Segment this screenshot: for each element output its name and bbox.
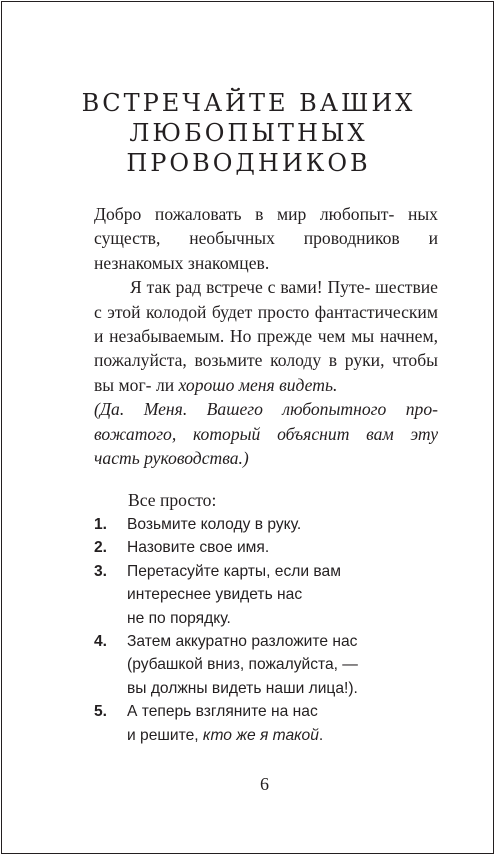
title-line: ЛЮБОПЫТНЫХ: [129, 119, 368, 147]
text-line: часть руководства.): [94, 448, 249, 469]
text-line: возьмите колоду в руки, чтобы вы мог-: [94, 350, 438, 395]
text-line: ли: [155, 374, 179, 395]
intro-text: [94, 202, 438, 470]
text-line: вожатого, который объяснит вам эту: [94, 423, 438, 444]
text-line: Я так рад встрече с вами! Путе-: [130, 277, 371, 298]
intro-paragraph-1: [94, 202, 438, 275]
list-item: [94, 560, 454, 630]
title-line: ПРОВОДНИКОВ: [126, 149, 371, 177]
list-item: [94, 630, 454, 700]
step-line: Перетасуйте карты, если вам: [127, 562, 341, 580]
step-number: 5.: [94, 703, 108, 721]
step-text: .: [318, 726, 324, 744]
text-line: ных существ, необычных проводников: [94, 204, 438, 249]
step-line: Затем аккуратно разложите нас: [127, 633, 358, 651]
italic-text: кто же я такой: [202, 726, 319, 744]
list-item: [94, 700, 454, 747]
step-line: Назовите свое имя.: [127, 539, 270, 557]
step-number: 1.: [94, 516, 108, 533]
text-line: шествие с этой колодой будет просто: [94, 277, 438, 322]
list-item: [94, 513, 454, 536]
text-line: Добро пожаловать в мир любопыт-: [94, 204, 395, 224]
text-line: фантастическим и незабываемым. Но: [94, 301, 438, 347]
text-line: и незнакомых знакомцев.: [94, 228, 439, 273]
intro-paragraph-3: [94, 397, 438, 470]
step-line: (рубашкой вниз, пожалуйста, —: [127, 656, 358, 674]
text-line: (Да. Меня. Вашего любопытного про-: [94, 399, 438, 420]
steps-intro: Все просто:: [128, 490, 217, 510]
step-line: А теперь взгляните на нас: [127, 703, 318, 721]
step-number: 3.: [94, 562, 108, 580]
step-line: [127, 724, 454, 747]
page-number: 6: [260, 774, 269, 794]
step-number: 4.: [94, 633, 108, 651]
text-line: прежде чем мы начнем, пожалуйста,: [94, 326, 438, 371]
intro-paragraph-2: [94, 275, 438, 397]
step-line: Возьмите колоду в руку.: [127, 516, 302, 533]
page-title: [0, 88, 497, 178]
title-line: ВСТРЕЧАЙТЕ ВАШИХ: [81, 89, 416, 117]
step-text: и решите,: [127, 726, 203, 744]
list-item: [94, 536, 454, 559]
step-number: 2.: [94, 539, 108, 557]
step-line: вы должны видеть наши лица!).: [127, 679, 358, 697]
step-line: не по порядку.: [127, 609, 231, 627]
italic-text: хорошо меня видеть.: [178, 374, 338, 395]
step-line: интереснее увидеть нас: [127, 586, 303, 604]
steps-list: [94, 513, 454, 747]
